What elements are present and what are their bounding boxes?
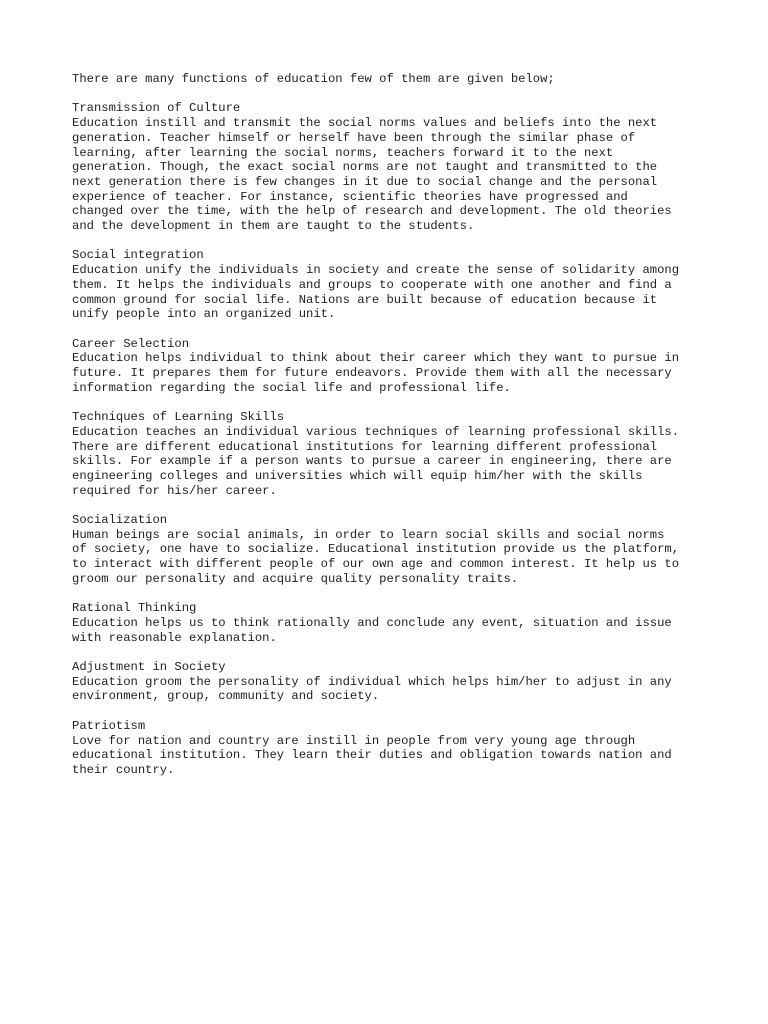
section-heading: Socialization — [72, 513, 168, 528]
section-heading: Techniques of Learning Skills — [72, 410, 285, 425]
paragraph-line: next generation there is few changes in it due to social change and the personal — [72, 174, 658, 189]
section-heading: Rational Thinking — [72, 601, 197, 616]
paragraph-line: Human beings are social animals, in order to learn social skills and social norms — [72, 527, 665, 542]
paragraph-line: Education helps us to think rationally and conclude any event, situation and issue — [72, 615, 672, 630]
section-patriotism — [72, 719, 712, 778]
paragraph-line: Education teaches an individual various techniques of learning professional skills. — [72, 424, 680, 439]
paragraph-line: information regarding the social life and professional life. — [72, 380, 511, 395]
intro-text: There are many functions of education few of them are given below; — [72, 72, 555, 86]
paragraph-line: educational institution. They learn their duties and obligation towards nation and — [72, 748, 672, 763]
paragraph-line: with reasonable explanation. — [72, 630, 277, 645]
section-adjustment-in-society — [72, 660, 712, 704]
paragraph-line: them. It helps the individuals and groups to cooperate with one another and find a — [72, 277, 672, 292]
paragraph-line: generation. Teacher himself or herself have been through the similar phase of — [72, 130, 636, 145]
paragraph-line: generation. Though, the exact social norms are not taught and transmitted to the — [72, 160, 658, 175]
paragraph-line: engineering colleges and universities which will equip him/her with the skills — [72, 468, 643, 483]
paragraph-line: required for his/her career. — [72, 483, 277, 498]
section-heading: Career Selection — [72, 336, 190, 351]
paragraph-line: environment, group, community and society. — [72, 689, 380, 704]
paragraph-line: unify people into an organized unit. — [72, 307, 336, 322]
section-rational-thinking — [72, 601, 712, 645]
paragraph-line: changed over the time, with the help of research and development. The old theories — [72, 204, 672, 219]
section-heading: Adjustment in Society — [72, 660, 226, 675]
paragraph-line: There are different educational institutions for learning different professional — [72, 439, 658, 454]
section-heading: Patriotism — [72, 718, 146, 733]
paragraph-line: to interact with different people of our own age and common interest. It help us to — [72, 557, 680, 572]
paragraph-line: future. It prepares them for future endeavors. Provide them with all the necessary — [72, 366, 672, 381]
paragraph-line: and the development in them are taught to the students. — [72, 219, 475, 234]
section-techniques-of-learning-skills — [72, 410, 712, 498]
paragraph-line: Love for nation and country are instill in people from very young age through — [72, 733, 636, 748]
paragraph-line: learning, after learning the social norms, teachers forward it to the next — [72, 145, 614, 160]
section-socialization — [72, 513, 712, 587]
section-heading: Social integration — [72, 248, 204, 263]
paragraph-line: common ground for social life. Nations are built because of education because it — [72, 292, 658, 307]
section-heading: Transmission of Culture — [72, 101, 241, 116]
paragraph-line: Education unify the individuals in society and create the sense of solidarity among — [72, 263, 680, 278]
paragraph-line: experience of teacher. For instance, scientific theories have progressed and — [72, 189, 628, 204]
document-page — [72, 72, 712, 792]
section-transmission-of-culture — [72, 101, 712, 233]
paragraph-line: Education instill and transmit the social norms values and beliefs into the next — [72, 116, 658, 131]
paragraph-line: of society, one have to socialize. Educational institution provide us the platform, — [72, 542, 680, 557]
paragraph-line: Education helps individual to think about their career which they want to pursue in — [72, 351, 680, 366]
section-career-selection — [72, 337, 712, 396]
paragraph-line: their country. — [72, 762, 175, 777]
section-social-integration — [72, 248, 712, 322]
paragraph-line: skills. For example if a person wants to pursue a career in engineering, there are — [72, 454, 672, 469]
paragraph-line: groom our personality and acquire quality personality traits. — [72, 571, 519, 586]
paragraph-line: Education groom the personality of individual which helps him/her to adjust in any — [72, 674, 672, 689]
